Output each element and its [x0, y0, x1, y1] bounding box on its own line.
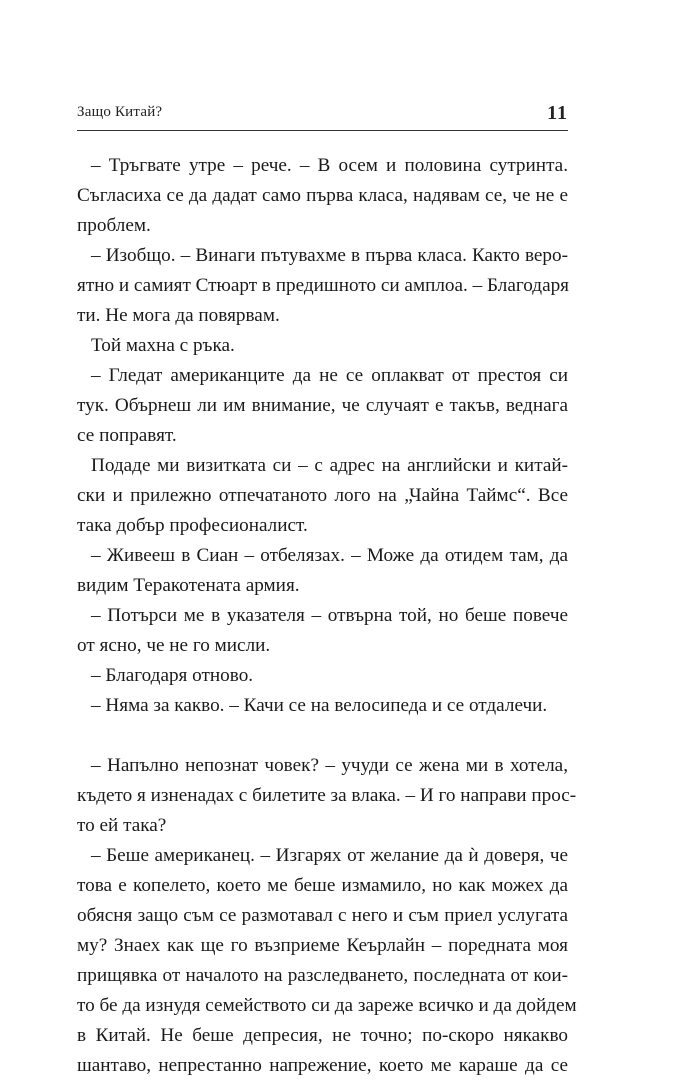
- text-line: Той махна с ръка.: [91, 335, 235, 356]
- text-line: – Напълно непознат човек? – учуди се жена ми в хотела,: [91, 755, 568, 776]
- text-line: то бе да изнудя семейството си да зареже всичко и да дойдем: [77, 995, 577, 1016]
- text-line: от ясно, че не го мисли.: [77, 635, 271, 656]
- text-line: тук. Обърнеш ли им внимание, че случаят е такъв, веднага: [77, 395, 568, 416]
- text-line: ятно и самият Стюарт в предишното си амплоа. – Благодаря: [77, 275, 570, 296]
- text-line: обясня защо съм се размотавал с него и съм приел услугата: [77, 905, 568, 926]
- text-line: ски и прилежно отпечатаното лого на „Чайна Таймс“. Все: [77, 485, 568, 506]
- text-line: – Тръгвате утре – рече. – В осем и половина сутринта.: [91, 155, 568, 176]
- text-line: – Изобщо. – Винаги пътувахме в първа класа. Както веро-: [91, 245, 568, 266]
- text-line: проблем.: [77, 215, 151, 236]
- text-line: прищявка от началото на разследването, последната от кои-: [77, 965, 568, 986]
- text-line: то ей така?: [77, 815, 167, 836]
- text-line: Съгласиха се да дадат само първа класа, надявам се, че не е: [77, 185, 568, 206]
- text-line: така добър професионалист.: [77, 515, 308, 536]
- text-line: му? Знаех как ще го възприеме Кеърлайн – поредната моя: [77, 935, 568, 956]
- text-line: – Гледат американците да не се оплакват от престоя си: [91, 365, 568, 386]
- header-rule: [77, 130, 568, 131]
- running-header: [77, 104, 568, 130]
- text-line: в Китай. Не беше депресия, не точно; по-скоро някакво: [77, 1025, 568, 1046]
- text-line: – Беше американец. – Изгарях от желание да ѝ доверя, че: [91, 845, 568, 866]
- text-line: това е копелето, което ме беше измамило, но как можех да: [77, 875, 568, 896]
- running-header-title: Защо Китай?: [77, 104, 163, 120]
- text-line: ти. Не мога да повярвам.: [77, 305, 280, 326]
- text-line: – Потърси ме в указателя – отвърна той, но беше повече: [91, 605, 568, 626]
- text-line: – Живееш в Сиан – отбелязах. – Може да отидем там, да: [91, 545, 568, 566]
- text-line: видим Теракотената армия.: [77, 575, 300, 596]
- text-line: шантаво, непрестанно напрежение, което ме караше да се: [77, 1055, 568, 1076]
- text-line: – Благодаря отново.: [91, 665, 254, 686]
- text-line: се поправят.: [77, 425, 177, 446]
- text-line: – Няма за какво. – Качи се на велосипеда и се отдалечи.: [91, 695, 548, 716]
- text-line: където я изненадах с билетите за влака. – И го направи прос-: [77, 785, 577, 806]
- page-number: 11: [547, 102, 568, 124]
- text-line: Подаде ми визитката си – с адрес на английски и китай-: [91, 455, 568, 476]
